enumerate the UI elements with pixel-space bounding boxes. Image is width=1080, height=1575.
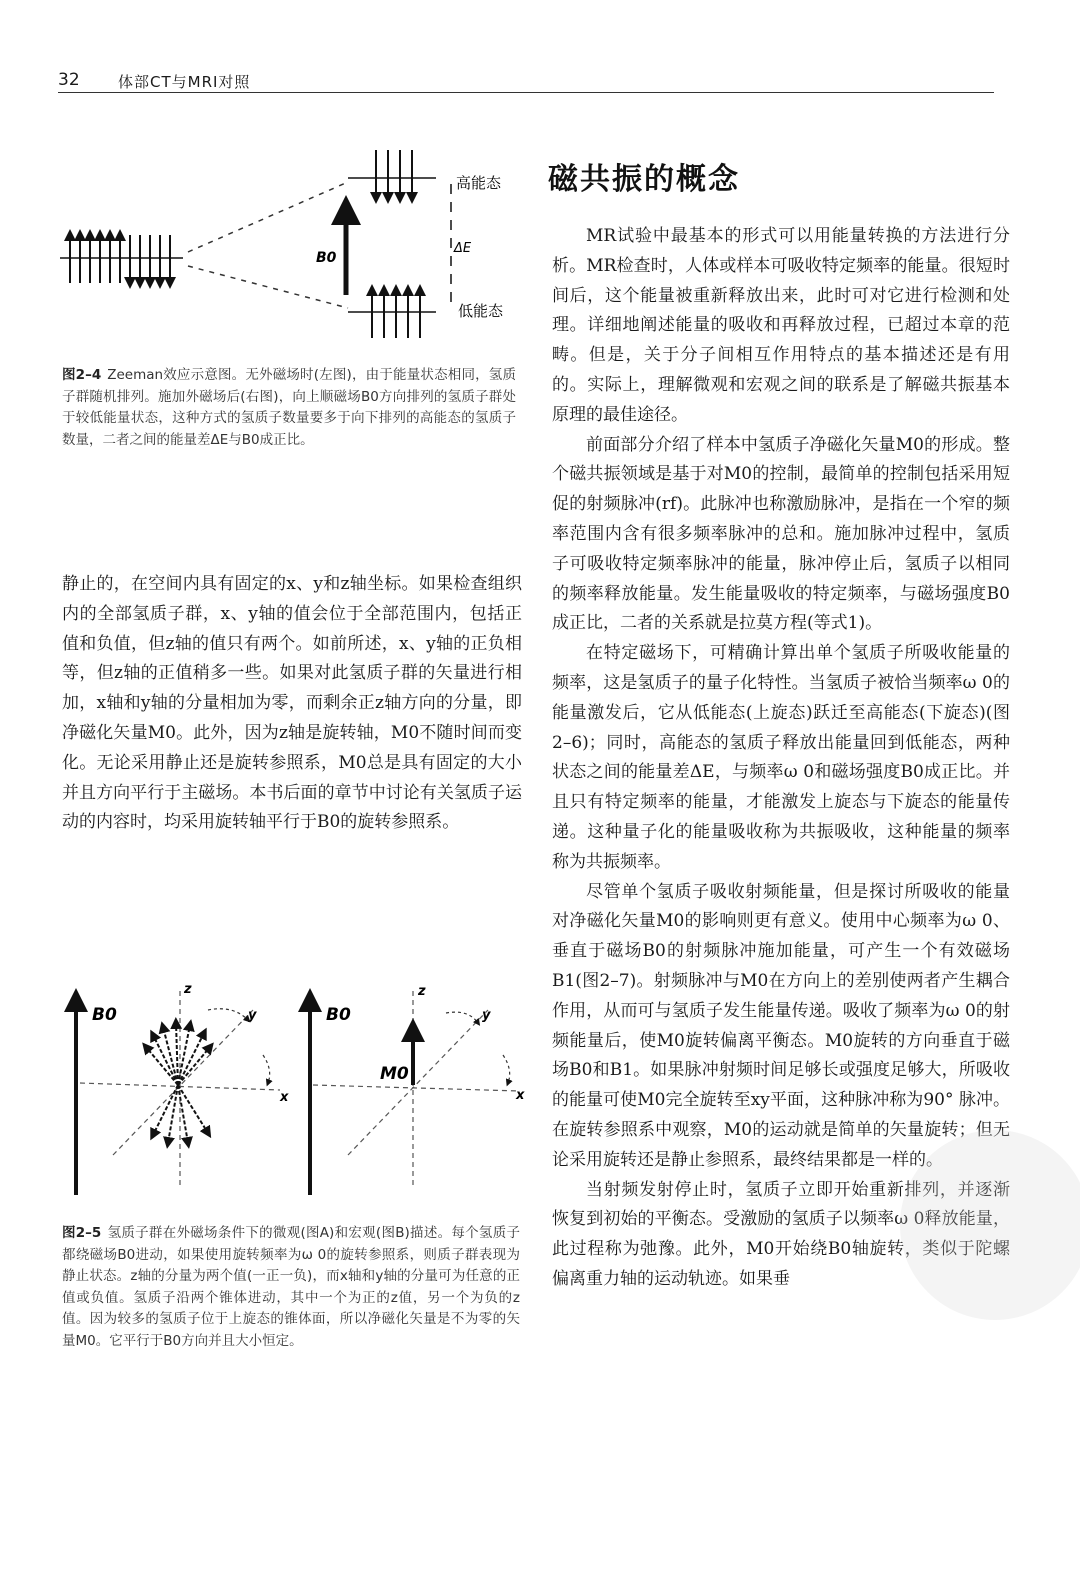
caption-label: 图2–4 — [62, 367, 102, 383]
right-column — [552, 222, 1010, 1295]
figure-caption-2-5 — [62, 1223, 520, 1352]
paragraph: 前面部分介绍了样本中氢质子净磁化矢量M0的形成。整个磁共振领域是基于对M0的控制，最简单的控制包括采用短促的射频脉冲(rf)。此脉冲也称激励脉冲，是指在一个窄的频率范围内含有很多频率脉冲的总和。施加脉冲过程中，氢质子可吸收特定频率脉冲的能量，脉冲停止后，氢质子以相同的频率释放能量。发生能量吸收的特定频率，与磁场强度B0成正比，二者的关系就是拉莫方程(等式1)。 — [552, 434, 1010, 634]
figure-caption-2-4 — [62, 365, 516, 451]
caption-text: Zeeman效应示意图。无外磁场时(左图)，由于能量状态相同，氢质子群随机排列。施加外磁场后(右图)，向上顺磁场B0方向排列的氢质子群处于较低能量状态，这种方式的氢质子数量要多于向下排列的高能态的氢质子数量，二者之间的能量差ΔE与B0成正比。 — [62, 367, 516, 448]
paragraph: 在特定磁场下，可精确计算出单个氢质子所吸收能量的频率，这是氢质子的量子化特性。当氢质子被恰当频率ω 0的能量激发后，它从低能态(上旋态)跃迁至高能态(下旋态)(图2–6)；同时，高能态的氢质子释放出能量回到低能态，两种状态之间的能量差ΔE，与频率ω 0和磁场强度B0成正比。并且只有特定频率的能量，才能激发上旋态与下旋态的能量传递。这种量子化的能量吸收称为共振吸收，这种能量的频率称为共振频率。 — [552, 643, 1010, 872]
svg-text:x: x — [280, 1090, 289, 1105]
b0-label: B0 — [316, 250, 337, 266]
paragraph: MR试验中最基本的形式可以用能量转换的方法进行分析。MR检查时，人体或样本可吸收特定频率的能量。很短时间后，这个能量被重新释放出来，此时可对它进行检测和处理。详细地阐述能量的吸收和再释放过程，已超过本章的范畴。但是，关于分子间相互作用特点的基本描述还是有用的。实际上，理解微观和宏观之间的联系是了解磁共振基本原理的最佳途径。 — [552, 226, 1010, 425]
paragraph: 当射频发射停止时，氢质子立即开始重新排列，并逐渐恢复到初始的平衡态。受激励的氢质子以频率ω 0释放能量，此过程称为弛豫。此外，M0开始绕B0轴旋转，类似于陀螺偏离重力轴的运动轨迹。如果垂 — [552, 1179, 1010, 1289]
page-header — [58, 70, 994, 93]
random-spin-group — [60, 235, 183, 283]
low-energy-group — [348, 290, 436, 338]
svg-text:z: z — [418, 984, 426, 999]
svg-text:y: y — [482, 1008, 491, 1023]
running-title: 体部CT与MRI对照 — [118, 73, 251, 91]
delta-e-label: ΔE — [454, 241, 472, 256]
figure-zeeman — [58, 140, 528, 355]
panel-a-microscopic — [76, 982, 289, 1195]
high-energy-label: 高能态 — [456, 174, 502, 192]
page-number: 32 — [58, 70, 80, 90]
m0-label: M0 — [380, 1064, 409, 1084]
caption-text: 氢质子群在外磁场条件下的微观(图A)和宏观(图B)描述。每个氢质子都绕磁场B0进动，如果使用旋转频率为ω 0的旋转参照系，则质子群表现为静止状态。z轴的分量为两个值(一正一负)，而x轴和y轴的分量可为任意的正值或负值。氢质子沿两个锥体进动，其中一个为正的z值，另一个为负的z值。因为较多的氢质子位于上旋态的锥体面，所以净磁化矢量是不为零的矢量M0。它平行于B0方向并且大小恒定。 — [62, 1225, 520, 1349]
caption-label: 图2–5 — [62, 1225, 102, 1241]
low-energy-label: 低能态 — [458, 302, 504, 320]
paragraph: 静止的，在空间内具有固定的x、y和z轴坐标。如果检查组织内的全部氢质子群，x、y轴的值会位于全部范围内，包括正值和负值，但z轴的值只有两个。如前所述，x、y轴的正负相等，但z轴的正值稍多一些。如果对此氢质子群的矢量进行相加，x轴和y轴的分量相加为零，而剩余正z轴方向的分量，即净磁化矢量M0。此外，因为z轴是旋转轴，M0不随时间而变化。无论采用静止还是旋转参照系，M0总是具有固定的大小并且方向平行于主磁场。本书后面的章节中讨论有关氢质子运动的内容时，均采用旋转轴平行于B0的旋转参照系。 — [62, 574, 522, 833]
b0-label-b: B0 — [326, 1005, 351, 1025]
precession-diagram — [58, 975, 528, 1205]
paragraph: 尽管单个氢质子吸收射频能量，但是探讨所吸收的能量对净磁化矢量M0的影响则更有意义。使用中心频率为ω 0、垂直于磁场B0的射频脉冲施加能量，可产生一个有效磁场B1(图2–7)。射频脉冲与M0在方向上的差别使两者产生耦合作用，从而可与氢质子发生能量传递。吸收了频率为ω 0的射频能量后，使M0旋转偏离平衡态。M0旋转的方向垂直于磁场B0和B1。如果脉冲射频时间足够长或强度足够大，所吸收的能量可使M0完全旋转至xy平面，这种脉冲称为90° 脉冲。在旋转参照系中观察，M0的运动就是简单的矢量旋转；但无论采用旋转还是静止参照系，最终结果都是一样的。 — [552, 881, 1010, 1170]
figure-precession — [58, 975, 528, 1205]
b0-label-a: B0 — [92, 1005, 117, 1025]
high-energy-group — [348, 150, 436, 198]
left-column — [62, 570, 522, 838]
section-title: 磁共振的概念 — [548, 162, 740, 197]
zeeman-diagram — [58, 140, 528, 355]
svg-text:y: y — [248, 1008, 257, 1023]
svg-text:z: z — [184, 982, 192, 997]
panel-b-macroscopic — [310, 984, 525, 1195]
svg-text:x: x — [516, 1088, 525, 1103]
